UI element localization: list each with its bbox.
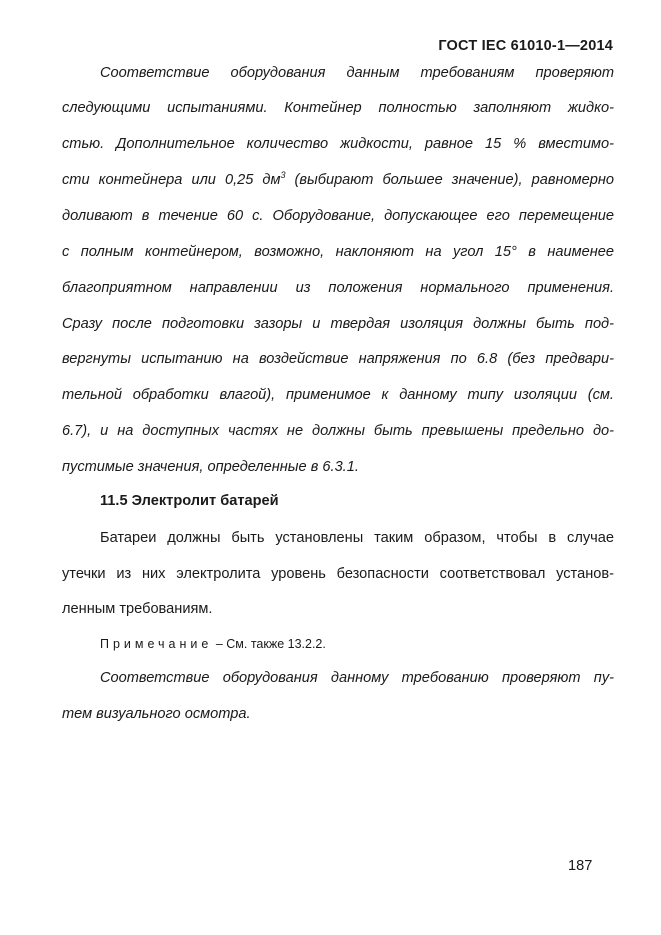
para1-line-7: благоприятном направлении из положения нормального применения.: [62, 280, 614, 296]
note-text: – См. также 13.2.2.: [212, 637, 326, 651]
document-header: ГОСТ IEC 61010-1—2014: [438, 38, 613, 54]
para1-line-2: следующими испытаниями. Контейнер полностью заполняют жидко-: [62, 100, 614, 116]
para1-line-9: вергнуты испытанию на воздействие напряжения по 6.8 (без предвари-: [62, 351, 614, 367]
para2-line-1: Батареи должны быть установлены таким образом, чтобы в случае: [100, 530, 614, 546]
para1-line-4-a: сти контейнера или 0,25 дм: [62, 172, 281, 188]
para1-line-1: Соответствие оборудования данным требованиям проверяют: [100, 65, 614, 81]
para1-line-5: доливают в течение 60 с. Оборудование, допускающее его перемещение: [62, 208, 614, 224]
para2-line-2: утечки из них электролита уровень безопасности соответствовал установ-: [62, 566, 614, 582]
para1-line-12: пустимые значения, определенные в 6.3.1.: [62, 459, 359, 475]
para3-line-1: Соответствие оборудования данному требованию проверяют пу-: [100, 670, 614, 686]
para1-line-8: Сразу после подготовки зазоры и твердая изоляция должны быть под-: [62, 316, 614, 332]
superscript-3: 3: [280, 170, 286, 180]
para2-line-3: ленным требованиям.: [62, 601, 213, 617]
page-number: 187: [568, 858, 593, 874]
para1-line-3: стью. Дополнительное количество жидкости, равное 15 % вместимо-: [62, 136, 614, 152]
para1-line-4: [62, 171, 614, 189]
note: [100, 635, 614, 653]
para1-line-6: с полным контейнером, возможно, наклоняют на угол 15° в наименее: [62, 244, 614, 260]
para1-line-4-b: (выбирают большее значение), равномерно: [285, 172, 614, 188]
para1-line-10: тельной обработки влагой), применимое к данному типу изоляции (см.: [62, 387, 614, 403]
para3-line-2: тем визуального осмотра.: [62, 706, 251, 722]
section-heading: 11.5 Электролит батарей: [100, 493, 279, 509]
note-label: Примечание: [100, 637, 213, 651]
para1-line-11: 6.7), и на доступных частях не должны быть превышены предельно до-: [62, 423, 614, 439]
